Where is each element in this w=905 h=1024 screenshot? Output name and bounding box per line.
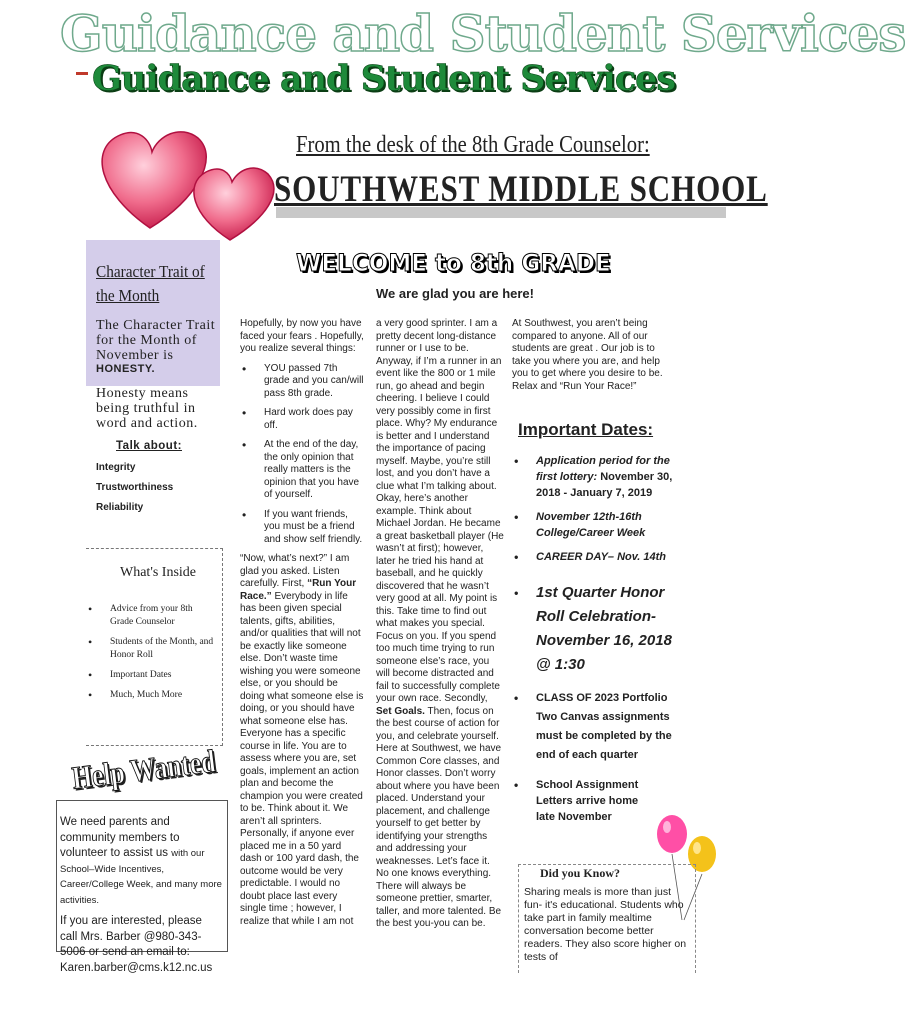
trait-title-line2: the Month [96, 286, 160, 305]
col1-body-a: “Now, what’s next?” I am glad you asked. Listen carefully. First, [240, 553, 350, 589]
background-title: Guidance and Student Services [60, 4, 905, 63]
important-dates-list [512, 446, 682, 832]
whats-inside-list [86, 596, 216, 709]
col1-body-b: Everybody in life has been given special talents, gifts, abilities, and/or qualities that will not be exactly like someone else. Don’t waste time wishing you were someone else, or you should be doing what someone else is doing, or you should have what someone else has. Everyone has a specific course in life. You are to assess where you are, set goals, implement an action plan and become the champion you were created to be. Think about it. We aren’t all sprinters. Personally, if anyone ever placed me in a 50 yard dash or 100 yard dash, the outcome would be very predictable. I would no doubt place last every single time ; however, I realize that while I am not [240, 590, 364, 927]
date-item-italic: Application period for the first lottery: [536, 455, 670, 483]
list-item: • YOU passed 7th grade and you can/will pass 8th grade. [240, 363, 364, 401]
help-text-a: We need parents and community members to volunteer to assist us [60, 816, 180, 859]
list-item: • Hard work does pay off. [240, 407, 364, 432]
article-column-1 [240, 318, 364, 930]
list-item: • Students of the Month, and Honor Roll [86, 636, 216, 662]
article-column-2 [376, 318, 504, 933]
date-item-rest: November 30, 2018 - January 7, 2019 [536, 471, 673, 499]
col3-body: At Southwest, you aren’t being compared to anyone. All of our students are great . Our job is to take you where you are, and help you to get where you desire to be. Relax and “Run Your Race!” [512, 318, 663, 392]
list-item: • Important Dates [86, 669, 216, 682]
whats-inside-title: What's Inside [120, 565, 197, 580]
trait-name: HONESTY. [96, 363, 156, 375]
talk-item: Trustworthiness [96, 482, 174, 493]
help-contact: If you are interested, please call Mrs. Barber @980-343-5006 or send an email to: [60, 915, 202, 958]
list-item: • School Assignment Letters arrive home late November [512, 777, 682, 825]
help-wanted-title: Help Wanted [70, 742, 218, 796]
help-wanted-text [60, 815, 222, 976]
welcome-heading: WELCOME to 8th GRADE [296, 249, 611, 277]
col2-body-b: Then, focus on the best course of action for you, and celebrate yourself. Here at Southwest, we have Common Core classes, and Honor classes. Don’t worry about where you have been placed. Understand your placement, and challenge yourself to get better by identifying your strengths and addressing your weaknesses. Let’s face it. No one knows everything. There will always be someone prettier, smarter, taller, and more talented. Be the best you-you can be. [376, 705, 502, 929]
col1-bullets [240, 363, 364, 547]
col1-body-bold: “Run Your Race.” [240, 578, 357, 602]
help-text-b: with our School–Wide Incentives, Career/College Week, and many more activities. [60, 848, 222, 906]
list-item [512, 453, 682, 501]
trait-title-line1: Character Trait of [96, 262, 205, 281]
accent-line [76, 72, 88, 75]
col2-body [376, 318, 504, 931]
school-name: SOUTHWEST MIDDLE SCHOOL [274, 169, 768, 210]
talk-item: Reliability [96, 502, 144, 513]
list-item: • At the end of the day, the only opinion that really matters is the opinion that you have of yourself. [240, 439, 364, 502]
col1-intro: Hopefully, by now you have faced your fears . Hopefully, you realize several things: [240, 318, 364, 354]
did-you-know-text: Sharing meals is more than just fun- it's educational. Students who take part in family mealtime conversation become better readers. They also score higher on tests of [524, 886, 687, 963]
col2-body-bold: Set Goals. [376, 705, 425, 717]
list-item: • CLASS OF 2023 Portfolio Two Canvas assignments must be completed by the end of each quarter [512, 689, 682, 765]
welcome-subheading: We are glad you are here! [376, 286, 534, 301]
page-title: Guidance and Student Services [92, 58, 676, 99]
col1-body [240, 553, 364, 928]
article-column-3 [512, 318, 664, 395]
desk-heading: From the desk of the 8th Grade Counselor: [296, 132, 650, 158]
list-item: • CAREER DAY– Nov. 14th [512, 549, 682, 565]
hearts-icon [88, 100, 288, 250]
talk-item: Integrity [96, 462, 136, 473]
did-you-know-title: Did you Know? [540, 866, 621, 880]
list-item: • Much, Much More [86, 689, 216, 702]
list-item: • Advice from your 8th Grade Counselor [86, 603, 216, 629]
list-item: • 1st Quarter Honor Roll Celebration- November 16, 2018 @ 1:30 [512, 581, 682, 677]
help-email: Karen.barber@cms.k12.nc.us [60, 961, 213, 974]
trait-intro: The Character Trait for the Month of November is [96, 318, 216, 363]
list-item: • If you want friends, you must be a friend and show self friendly. [240, 509, 364, 547]
important-dates-title: Important Dates: [518, 420, 654, 439]
talk-about-heading: Talk about: [116, 440, 182, 452]
list-item: • November 12th-16th College/Career Week [512, 509, 682, 541]
col2-body-a: a very good sprinter. I am a pretty decent long-distance runner or I use to be. Anyway, if I’m a runner in an event like the 800 or 1 mile run, go ahead and begin cheering. I believe I could very possibly come in first place. Why? My endurance is better and I understand the importance of pacing myself. Maybe, you’re still lost, and you don’t have a clue what I’m talking about. Okay, here’s another example. Think about Michael Jordan. He became a great basketball player (He wasn’t at first); however, later he tried his hand at baseball, and he quickly discovered that he wasn’t very good at all. My point is this. Take time to find out what makes you special. Focus on you. If you spend too much time trying to run someone else’s race, you will become distracted and fail to successfully complete your own race. Secondly, [376, 318, 504, 704]
trait-definition: Honesty means being truthful in word and action. [96, 386, 198, 431]
character-trait-panel [86, 240, 220, 386]
